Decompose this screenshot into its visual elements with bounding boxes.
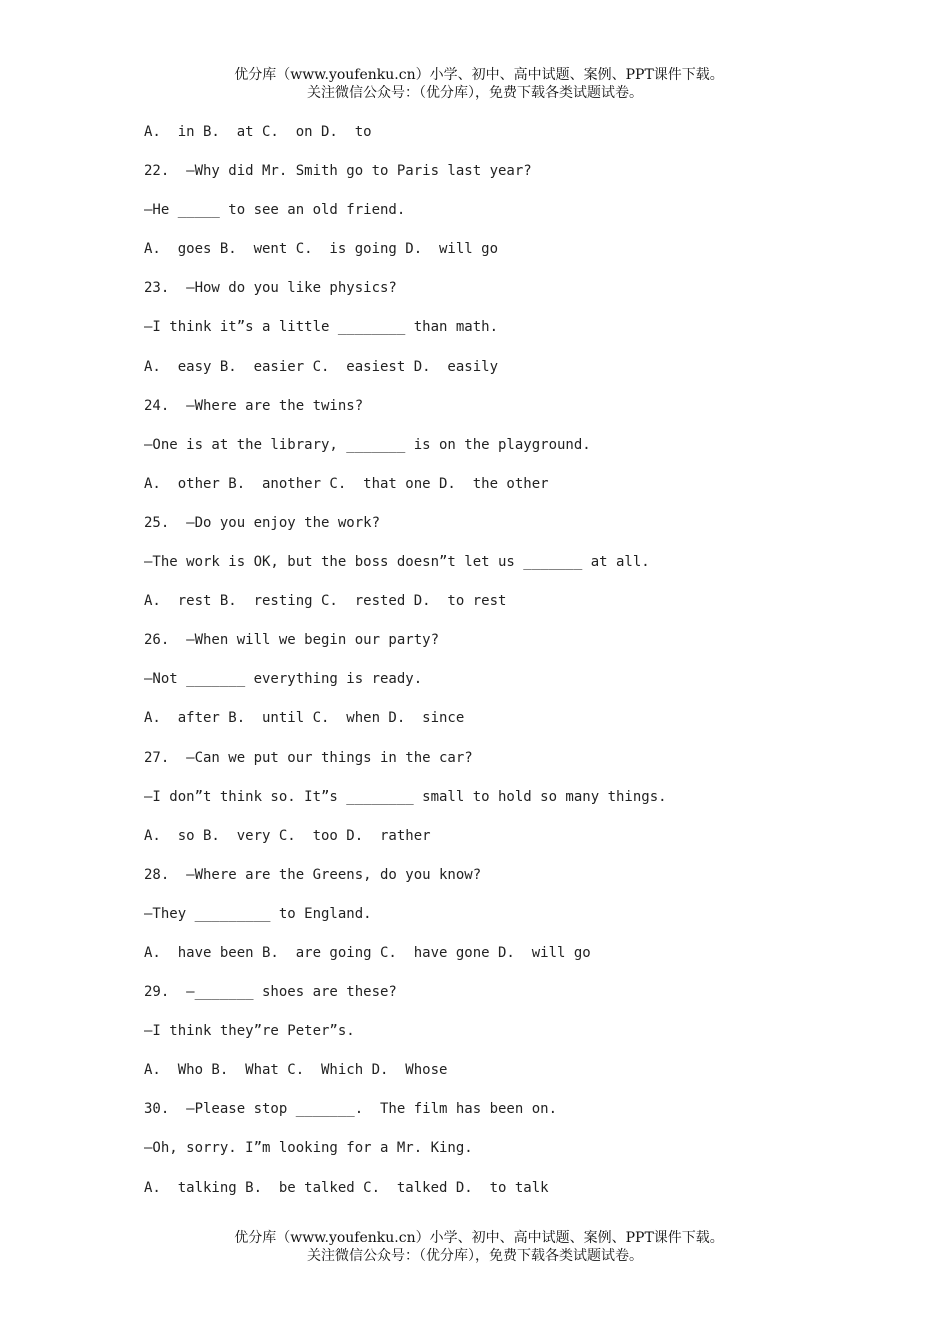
footer-line-1: 优分库（www.youfenku.cn）小学、初中、高中试题、案例、PPT课件下载。 bbox=[234, 1230, 724, 1246]
text-line: A. so B. very C. too D. rather bbox=[144, 827, 431, 844]
page-footer bbox=[0, 1229, 950, 1265]
text-line: 22. —Why did Mr. Smith go to Paris last year? bbox=[144, 163, 532, 180]
text-line: —He _____ to see an old friend. bbox=[144, 202, 406, 219]
footer-line-2: 关注微信公众号：（优分库），免费下载各类试题试卷。 bbox=[307, 1248, 643, 1264]
text-line: A. have been B. are going C. have gone D. will go bbox=[144, 944, 591, 961]
text-line: 30. —Please stop _______. The film has been on. bbox=[144, 1101, 558, 1118]
text-line: A. rest B. resting C. rested D. to rest bbox=[144, 593, 507, 610]
text-line: A. in B. at C. on D. to bbox=[144, 124, 372, 140]
text-line: —I don”t think so. It”s ________ small to hold so many things. bbox=[144, 788, 667, 805]
text-line: —Oh, sorry. I”m looking for a Mr. King. bbox=[144, 1140, 473, 1157]
text-line: —One is at the library, _______ is on the playground. bbox=[144, 436, 591, 453]
text-line: —They _________ to England. bbox=[144, 905, 372, 922]
text-line: 25. —Do you enjoy the work? bbox=[144, 514, 381, 531]
text-line: A. talking B. be talked C. talked D. to talk bbox=[144, 1179, 549, 1196]
text-line: 29. —_______ shoes are these? bbox=[144, 984, 397, 1001]
text-line: A. other B. another C. that one D. the other bbox=[144, 475, 549, 492]
text-line: —The work is OK, but the boss doesn”t let us _______ at all. bbox=[144, 554, 650, 571]
text-line: 28. —Where are the Greens, do you know? bbox=[144, 866, 482, 883]
text-line: 23. —How do you like physics? bbox=[144, 280, 397, 297]
text-line: A. easy B. easier C. easiest D. easily bbox=[144, 358, 499, 375]
header-line-2: 关注微信公众号：（优分库），免费下载各类试题试卷。 bbox=[307, 85, 643, 101]
question-list bbox=[144, 121, 844, 1216]
text-line: —I think it”s a little ________ than math. bbox=[144, 319, 499, 336]
page-header bbox=[0, 66, 950, 102]
text-line: A. Who B. What C. Which D. Whose bbox=[144, 1062, 448, 1079]
text-line: —I think they”re Peter”s. bbox=[144, 1023, 355, 1040]
header-line-1: 优分库（www.youfenku.cn）小学、初中、高中试题、案例、PPT课件下载。 bbox=[234, 67, 724, 83]
text-line: 26. —When will we begin our party? bbox=[144, 632, 440, 649]
text-line: A. after B. until C. when D. since bbox=[144, 710, 465, 727]
text-line: A. goes B. went C. is going D. will go bbox=[144, 241, 499, 258]
text-line: 24. —Where are the twins? bbox=[144, 397, 364, 414]
text-line: 27. —Can we put our things in the car? bbox=[144, 749, 473, 766]
text-line: —Not _______ everything is ready. bbox=[144, 671, 423, 688]
